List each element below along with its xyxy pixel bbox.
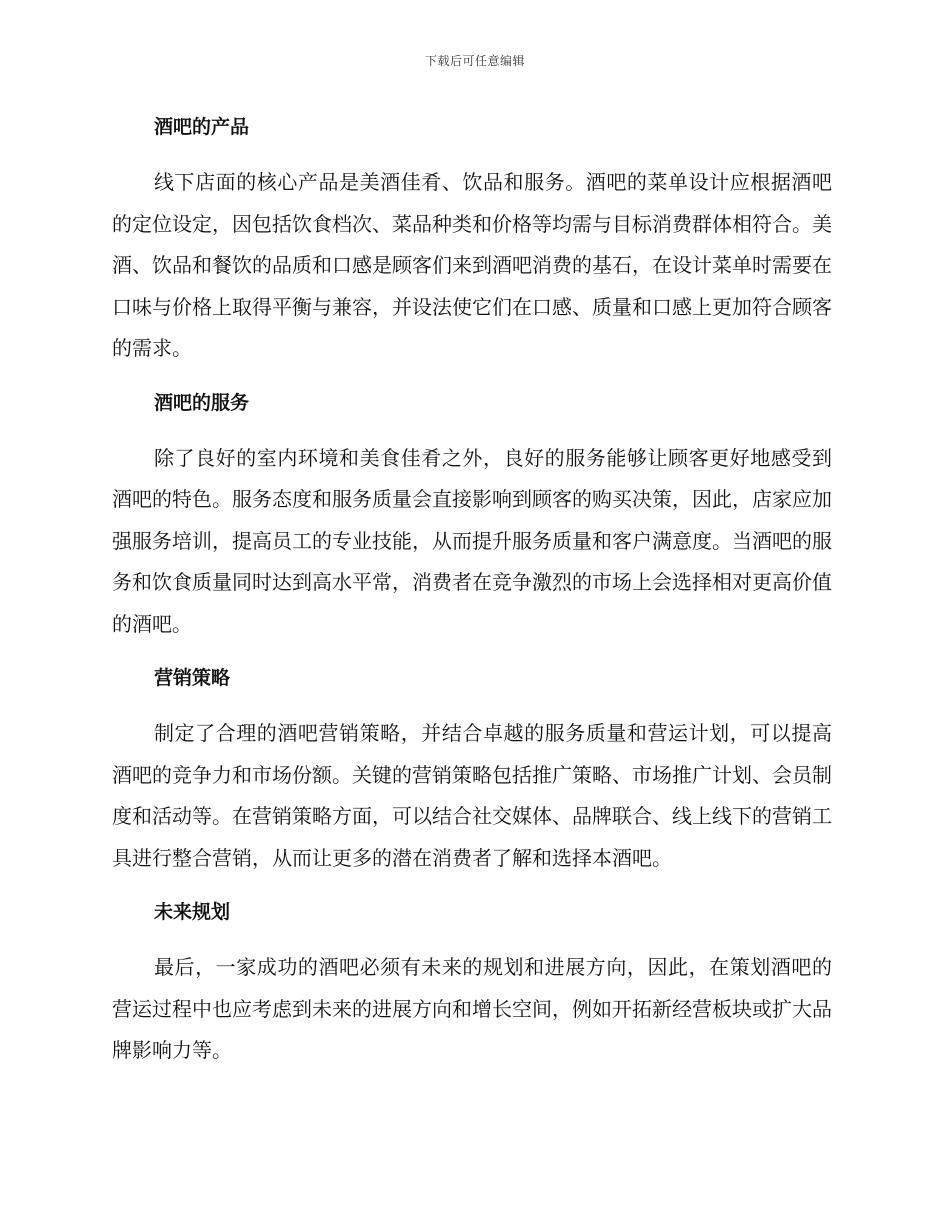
page-header: 下载后可任意编辑 xyxy=(424,54,525,68)
section-future xyxy=(112,893,832,1072)
section-paragraph: 线下店面的核心产品是美酒佳肴、饮品和服务。酒吧的菜单设计应根据酒吧的定位设定，因包括饮食档次、菜品种类和价格等均需与目标消费群体相符合。美酒、饮品和餐饮的品质和口感是顾客们来到酒吧消费的基石，在设计菜单时需要在口味与价格上取得平衡与兼容，并设法使它们在口感、质量和口感上更加符合顾客的需求。 xyxy=(112,170,832,360)
section-title: 酒吧的服务 xyxy=(154,391,250,414)
section-products xyxy=(112,108,832,370)
section-paragraph: 最后，一家成功的酒吧必须有未来的规划和进展方向，因此，在策划酒吧的营运过程中也应考虑到未来的进展方向和增长空间，例如开拓新经营板块或扩大品牌影响力等。 xyxy=(112,955,832,1062)
section-paragraph: 制定了合理的酒吧营销策略，并结合卓越的服务质量和营运计划，可以提高酒吧的竞争力和市场份额。关键的营销策略包括推广策略、市场推广计划、会员制度和活动等。在营销策略方面，可以结合社交媒体、品牌联合、线上线下的营销工具进行整合营销，从而让更多的潜在消费者了解和选择本酒吧。 xyxy=(112,721,832,870)
section-title: 酒吧的产品 xyxy=(154,116,250,138)
section-service xyxy=(112,384,832,646)
section-paragraph: 除了良好的室内环境和美食佳肴之外，良好的服务能够让顾客更好地感受到酒吧的特色。服务态度和服务质量会直接影响到顾客的购买决策，因此，店家应加强服务培训，提高员工的专业技能，从而提升服务质量和客户满意度。当酒吧的服务和饮食质量同时达到高水平常，消费者在竞争激烈的市场上会选择相对更高价值的酒吧。 xyxy=(112,445,832,636)
section-marketing xyxy=(112,659,832,879)
section-title: 未来规划 xyxy=(154,901,231,923)
section-title: 营销策略 xyxy=(154,667,231,689)
document-body xyxy=(112,108,832,1086)
